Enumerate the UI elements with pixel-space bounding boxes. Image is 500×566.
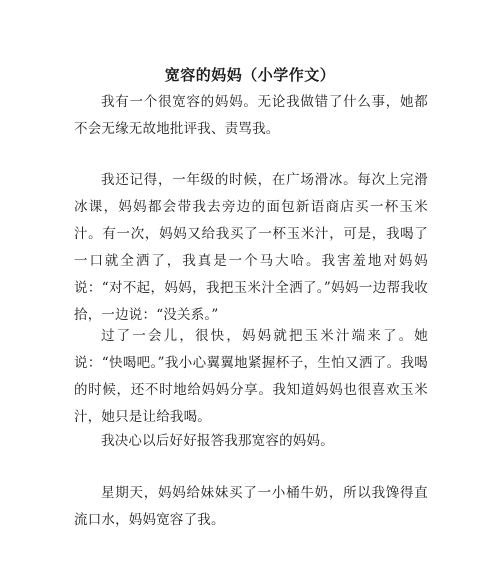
- paragraph-3: 过了一会儿，很快，妈妈就把玉米汁端来了。她说：“快喝吧。”我小心翼翼地紧握杯子，生怕又洒了。我喝的时候，还不时地给妈妈分享。我知道妈妈也很喜欢玉米汁，她只是让给我喝。: [74, 328, 428, 425]
- paragraph-2: 我还记得，一年级的时候，在广场滑冰。每次上完滑冰课，妈妈都会带我去旁边的面包新语商店买一杯玉米汁。有一次，妈妈又给我买了一杯玉米汁，可是，我喝了一口就全洒了，我真是一个马大哈。我害羞地对妈妈说：“对不起，妈妈，我把玉米汁全洒了。”妈妈一边帮我收拾，一边说：“没关系。”: [74, 172, 428, 323]
- paragraph-4: 我决心以后好好报答我那宽容的妈妈。: [101, 433, 334, 449]
- paragraph-5: 星期天，妈妈给妹妹买了一小桶牛奶，所以我馋得直流口水，妈妈宽容了我。: [74, 485, 428, 528]
- document-title: 宽容的妈妈（小学作文）: [164, 66, 336, 84]
- paragraph-1: 我有一个很宽容的妈妈。无论我做错了什么事，她都不会无缘无故地批评我、责骂我。: [74, 94, 428, 137]
